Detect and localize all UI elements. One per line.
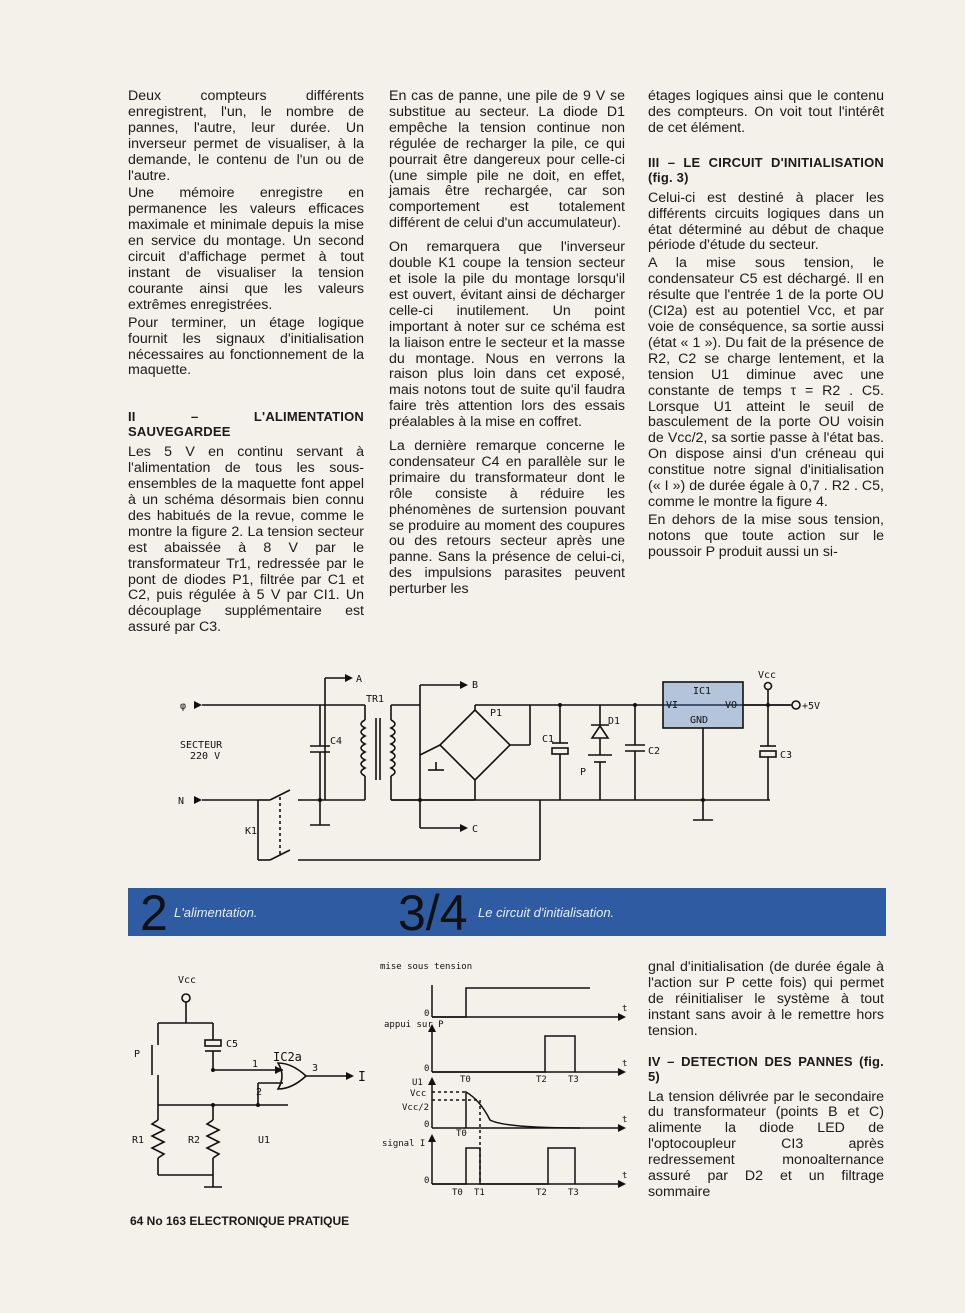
label-T3: T3 <box>568 1075 579 1085</box>
section-heading: II – L'ALIMENTATION SAUVEGARDEE <box>128 409 364 440</box>
label-TR1: TR1 <box>366 694 385 705</box>
section-heading: III – LE CIRCUIT D'INITIALISATION (fig. 3) <box>648 154 884 185</box>
label-appui-sur-p: appui sur P <box>384 1020 444 1030</box>
label-B: B <box>472 680 479 691</box>
page-footer: 64 No 163 ELECTRONIQUE PRATIQUE <box>130 1214 350 1228</box>
section-heading: IV – DETECTION DES PANNES (fig. 5) <box>648 1053 884 1084</box>
label-VI: VI <box>666 700 679 711</box>
label-D1: D1 <box>608 716 621 727</box>
figure-2-power-supply-schematic <box>170 660 860 870</box>
label-t: t <box>622 1059 628 1069</box>
label-IC2a: IC2a <box>273 1050 302 1064</box>
label-I: I <box>358 1070 366 1085</box>
label-Vcc: Vcc <box>410 1089 427 1099</box>
label-C4: C4 <box>330 736 343 747</box>
paragraph: Celui-ci est destiné à placer les différents circuits logiques dans un état déterminé au début de chaque période d'étude du secteur. <box>648 189 884 254</box>
paragraph: En cas de panne, une pile de 9 V se substitue au secteur. La diode D1 empêche la tension continue non régulée de recharger la pile, ce qui pourrait être dangereux pour celle-ci (une simple pile ne doit, en effet, jamais être rechargée, car son comportement est totalement différent de celui d'un accumulateur). <box>389 88 625 232</box>
paragraph: étages logiques ainsi que le contenu des compteurs. On voit tout l'intérêt de cet élément. <box>648 88 884 136</box>
paragraph: Deux compteurs différents enregistrent, l'un, le nombre de pannes, l'autre, leur durée. Un inverseur permet de visualiser, à la demande, le contenu de l'un ou de l'autre. <box>128 88 364 184</box>
column-3-continued <box>648 960 884 1209</box>
label-zero: 0 <box>424 1009 430 1019</box>
label-secteur: SECTEUR <box>180 740 223 751</box>
paragraph: Une mémoire enregistre en permanence les valeurs efficaces maximale et minimale depuis la mise en service du montage. Un second circuit d'affichage permet à tout instant de visualiser la tension courante ainsi que les valeurs extrêmes enregistrées. <box>128 185 364 313</box>
label-signal-I: signal I <box>382 1139 426 1149</box>
label-R2: R2 <box>188 1135 201 1146</box>
label-T2: T2 <box>536 1188 547 1198</box>
label-T0: T0 <box>456 1129 467 1139</box>
label-GND: GND <box>690 715 709 726</box>
label-T3: T3 <box>568 1188 579 1198</box>
label-zero: 0 <box>424 1176 430 1186</box>
figure-number-3-4: 3/4 <box>398 885 468 941</box>
label-T2: T2 <box>536 1075 547 1085</box>
label-C5: C5 <box>226 1039 239 1050</box>
label-Vcc: Vcc <box>758 670 777 681</box>
label-P1: P1 <box>490 708 503 719</box>
paragraph: La tension délivrée par le secondaire du transformateur (points B et C) alimente la diode LED de l'optocoupleur CI3 après redressement monoalternance assuré par D2 et un filtrage sommaire <box>648 1088 884 1200</box>
label-t: t <box>622 1171 628 1181</box>
label-C3: C3 <box>780 750 793 761</box>
label-T1: T1 <box>474 1188 485 1198</box>
column-2 <box>389 89 625 606</box>
paragraph: En dehors de la mise sous tension, notons que toute action sur le poussoir P produit aussi un si- <box>648 511 884 560</box>
figure-number-2: 2 <box>140 885 168 941</box>
label-C1: C1 <box>542 734 555 745</box>
label-Vcc2: Vcc/2 <box>402 1103 430 1113</box>
figure-caption-2: L'alimentation. <box>174 905 258 920</box>
label-out3: 3 <box>312 1063 319 1074</box>
figure-4-timing-diagram <box>380 960 640 1200</box>
label-zero: 0 <box>424 1064 430 1074</box>
label-T0: T0 <box>452 1188 463 1198</box>
label-U1: U1 <box>412 1078 423 1088</box>
label-phi: φ <box>180 701 187 712</box>
label-C2: C2 <box>648 746 661 757</box>
figure-caption-band <box>128 885 886 941</box>
label-5v: +5V <box>802 701 821 712</box>
label-in2: 2 <box>256 1087 263 1098</box>
paragraph: La dernière remarque concerne le condensateur C4 en parallèle sur le primaire du transformateur dont le rôle consiste à réduire les phénomènes de surtension pouvant se produire au moment des coupures ou des retours secteur après une panne. Sans la présence de celui-ci, des impulsions parasites peuvent perturber les <box>389 438 625 598</box>
label-K1: K1 <box>245 826 258 837</box>
paragraph: On remarquera que l'inverseur double K1 coupe la tension secteur et isole la pile du montage lorsqu'il est ouvert, évitant ainsi de décharger celle-ci inutilement. Un point important à noter sur ce schéma est la liaison entre le secteur et la masse du montage. Nous en verrons la raison plus loin dans cet exposé, mais notons tout de suite qu'il faudra faire très attention lors des essais préalables à la mise en coffret. <box>389 239 625 431</box>
column-1 <box>128 89 364 644</box>
paragraph: A la mise sous tension, le condensateur C5 est déchargé. Il en résulte que l'entrée 1 de la porte OU (CI2a) est au potentiel Vcc, et par voie de conséquence, sa sortie aussi (état « 1 »). Du fait de la présence de R2, C2 se charge lentement, et la tension U1 diminue avec une constante de temps τ = R2 . C5. Lorsque U1 atteint le seuil de basculement de la porte OU voisin de Vcc/2, sa sortie passe à l'état bas. On dispose ainsi d'un créneau qui constitue notre signal d'initialisation (« I ») de durée égale à 0,7 . R2 . C5, comme le montre la figure 4. <box>648 255 884 510</box>
label-t: t <box>622 1115 628 1125</box>
label-220v: 220 V <box>190 751 221 762</box>
figure-3-init-circuit <box>128 965 368 1200</box>
label-P: P <box>580 767 587 778</box>
label-VO: VO <box>725 700 738 711</box>
label-U1: U1 <box>258 1135 271 1146</box>
label-P: P <box>134 1049 141 1060</box>
label-t: t <box>622 1004 628 1014</box>
paragraph: Pour terminer, un étage logique fournit les signaux d'initialisation nécessaires au fonctionnement de la maquette. <box>128 314 364 379</box>
label-R1: R1 <box>132 1135 145 1146</box>
label-T0: T0 <box>460 1075 471 1085</box>
paragraph: Les 5 V en continu servant à l'alimentation de tous les sous-ensembles de la maquette font appel à un schéma désormais bien connu des habitués de la revue, comme le montre la figure 2. La tension secteur est abaissée à 8 V par le transformateur Tr1, redressée par le pont de diodes P1, filtrée par C1 et C2, puis régulée à 5 V par CI1. Un découplage supplémentaire est assuré par C3. <box>128 444 364 636</box>
paragraph: gnal d'initialisation (de durée égale à l'action sur P cette fois) qui permet de réinitialiser le système à tout instant sans avoir à le remettre hors tension. <box>648 959 884 1039</box>
label-N: N <box>178 796 185 807</box>
label-IC1: IC1 <box>693 686 712 697</box>
label-zero: 0 <box>424 1120 430 1130</box>
figure-caption-3-4: Le circuit d'initialisation. <box>478 905 615 920</box>
label-Vcc: Vcc <box>178 975 197 986</box>
label-C: C <box>472 824 479 835</box>
label-in1: 1 <box>252 1059 259 1070</box>
label-mise-sous-tension: mise sous tension <box>380 962 473 972</box>
column-3 <box>648 89 884 569</box>
label-A: A <box>356 674 363 685</box>
